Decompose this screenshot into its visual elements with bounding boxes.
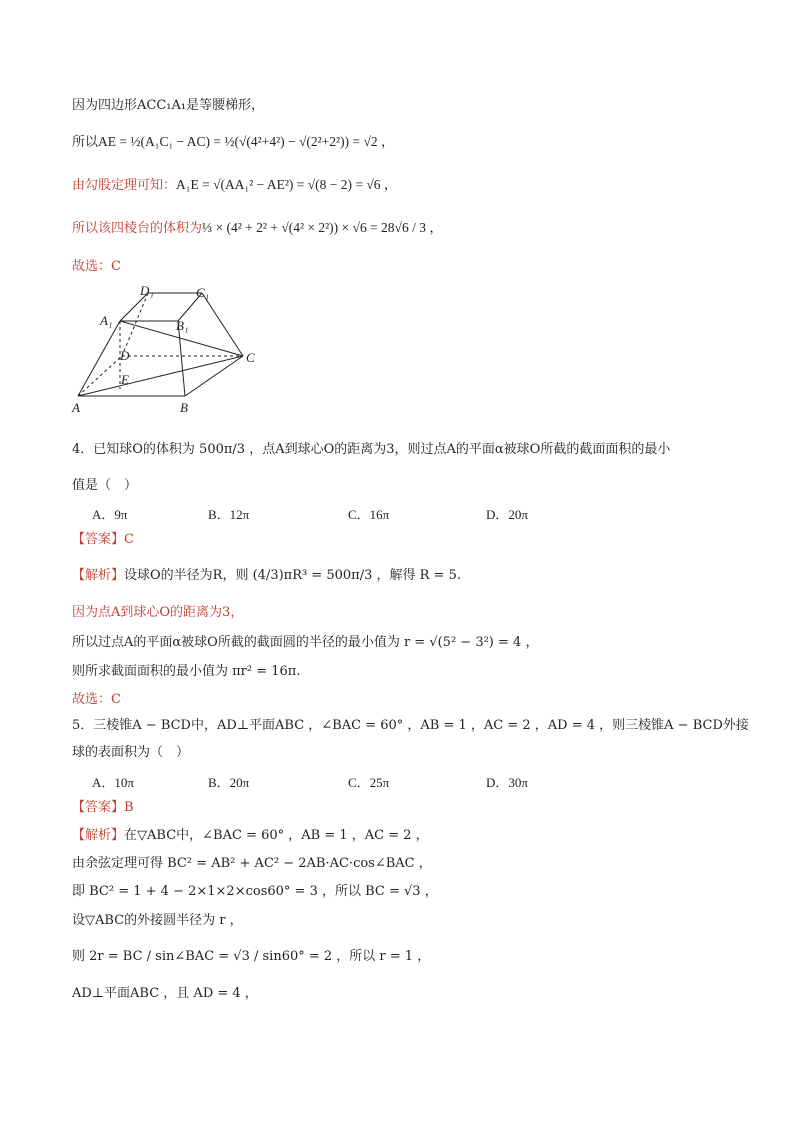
text-line: 所以该四棱台的体积为: [72, 221, 203, 236]
answer-tag: 【答案】: [72, 800, 125, 815]
option-c: C．16π: [348, 507, 390, 522]
formula: A₁E = √(AA₁² − AE²) = √(8 − 2) = √6 ，: [176, 177, 398, 192]
analysis-line: 设▽ABC的外接圆半径为 r ，: [72, 913, 243, 928]
text-line: 所以: [72, 135, 99, 150]
text-line: 由勾股定理可知：: [72, 178, 177, 193]
analysis-line: 在▽ABC中，∠BAC = 60° ，AB = 1 ，AC = 2 ，: [124, 828, 429, 843]
label-c: C: [246, 350, 255, 365]
formula: AE = ½(A₁C₁ − AC) = ½(√(4²+4²) − √(2²+2²)) = √2 ，: [98, 134, 395, 149]
diagonal-ac: [78, 356, 243, 396]
label-d: D: [120, 348, 130, 363]
edge-a1a: [78, 321, 120, 396]
analysis-tag: 【解析】: [72, 828, 125, 843]
conclusion-line: 故选：C: [72, 259, 121, 274]
analysis-line: 所以过点A的平面α被球O所截的截面圆的半径的最小值为 r = √(5² − 3²) = 4 ，: [72, 635, 539, 650]
label-e: E: [121, 372, 129, 387]
analysis-line: 则 2r = BC / sin∠BAC = √3 / sin60° = 2 ，所以 r = 1 ，: [72, 949, 431, 964]
label-b1: B₁: [176, 318, 189, 333]
analysis-tag: 【解析】: [72, 568, 125, 583]
label-a1: A₁: [100, 313, 113, 328]
analysis-line: 由余弦定理可得 BC² = AB² + AC² − 2AB·AC·cos∠BAC ，: [72, 856, 432, 871]
label-a: A: [72, 400, 80, 415]
frustum-figure: [66, 284, 266, 424]
edge-ad-hidden: [78, 356, 122, 396]
analysis-line: 因为点A到球心O的距离为3，: [72, 605, 244, 620]
edge-bc: [185, 356, 243, 396]
answer-tag: 【答案】: [72, 532, 125, 547]
answer-value: B: [124, 800, 134, 815]
question-stem: 5．三棱锥A − BCD中，AD⊥平面ABC ，∠BAC = 60° ，AB = 1 ，AC = 2 ，AD = 4 ，则三棱锥A − BCD外接: [72, 718, 749, 733]
formula: ⅓ × (4² + 2² + √(4² × 2²)) × √6 = 28√6 / 3 ，: [202, 220, 443, 235]
edge-d1d-hidden: [122, 293, 148, 356]
conclusion-line: 故选：C: [72, 692, 121, 707]
option-d: D．30π: [486, 775, 528, 790]
option-a: A．10π: [92, 775, 134, 790]
option-b: B．20π: [208, 775, 250, 790]
question-stem-cont: 值是（ ）: [72, 478, 138, 493]
option-a: A．9π: [92, 507, 128, 522]
answer-value: C: [124, 532, 134, 547]
text-line: 因为四边形ACC₁A₁是等腰梯形，: [72, 98, 265, 113]
option-b: B．12π: [208, 507, 250, 522]
analysis-line: 设球O的半径为R，则 (4/3)πR³ = 500π/3 ，解得 R = 5.: [124, 568, 461, 583]
option-c: C．25π: [348, 775, 390, 790]
analysis-line: 即 BC² = 1 + 4 − 2×1×2×cos60° = 3 ，所以 BC = √3 ，: [72, 884, 438, 899]
analysis-line: AD⊥平面ABC ，且 AD = 4 ，: [72, 986, 258, 1001]
question-stem-cont: 球的表面积为（ ）: [72, 745, 190, 760]
analysis-line: 则所求截面面积的最小值为 πr² = 16π.: [72, 664, 301, 679]
label-d1: D₁: [140, 284, 154, 298]
label-b: B: [180, 400, 188, 415]
option-d: D．20π: [486, 507, 528, 522]
question-stem: 4．已知球O的体积为 500π/3 ，点A到球心O的距离为3，则过点A的平面α被球O所截的截面面积的最小: [72, 442, 671, 457]
label-c1: C₁: [196, 285, 210, 300]
